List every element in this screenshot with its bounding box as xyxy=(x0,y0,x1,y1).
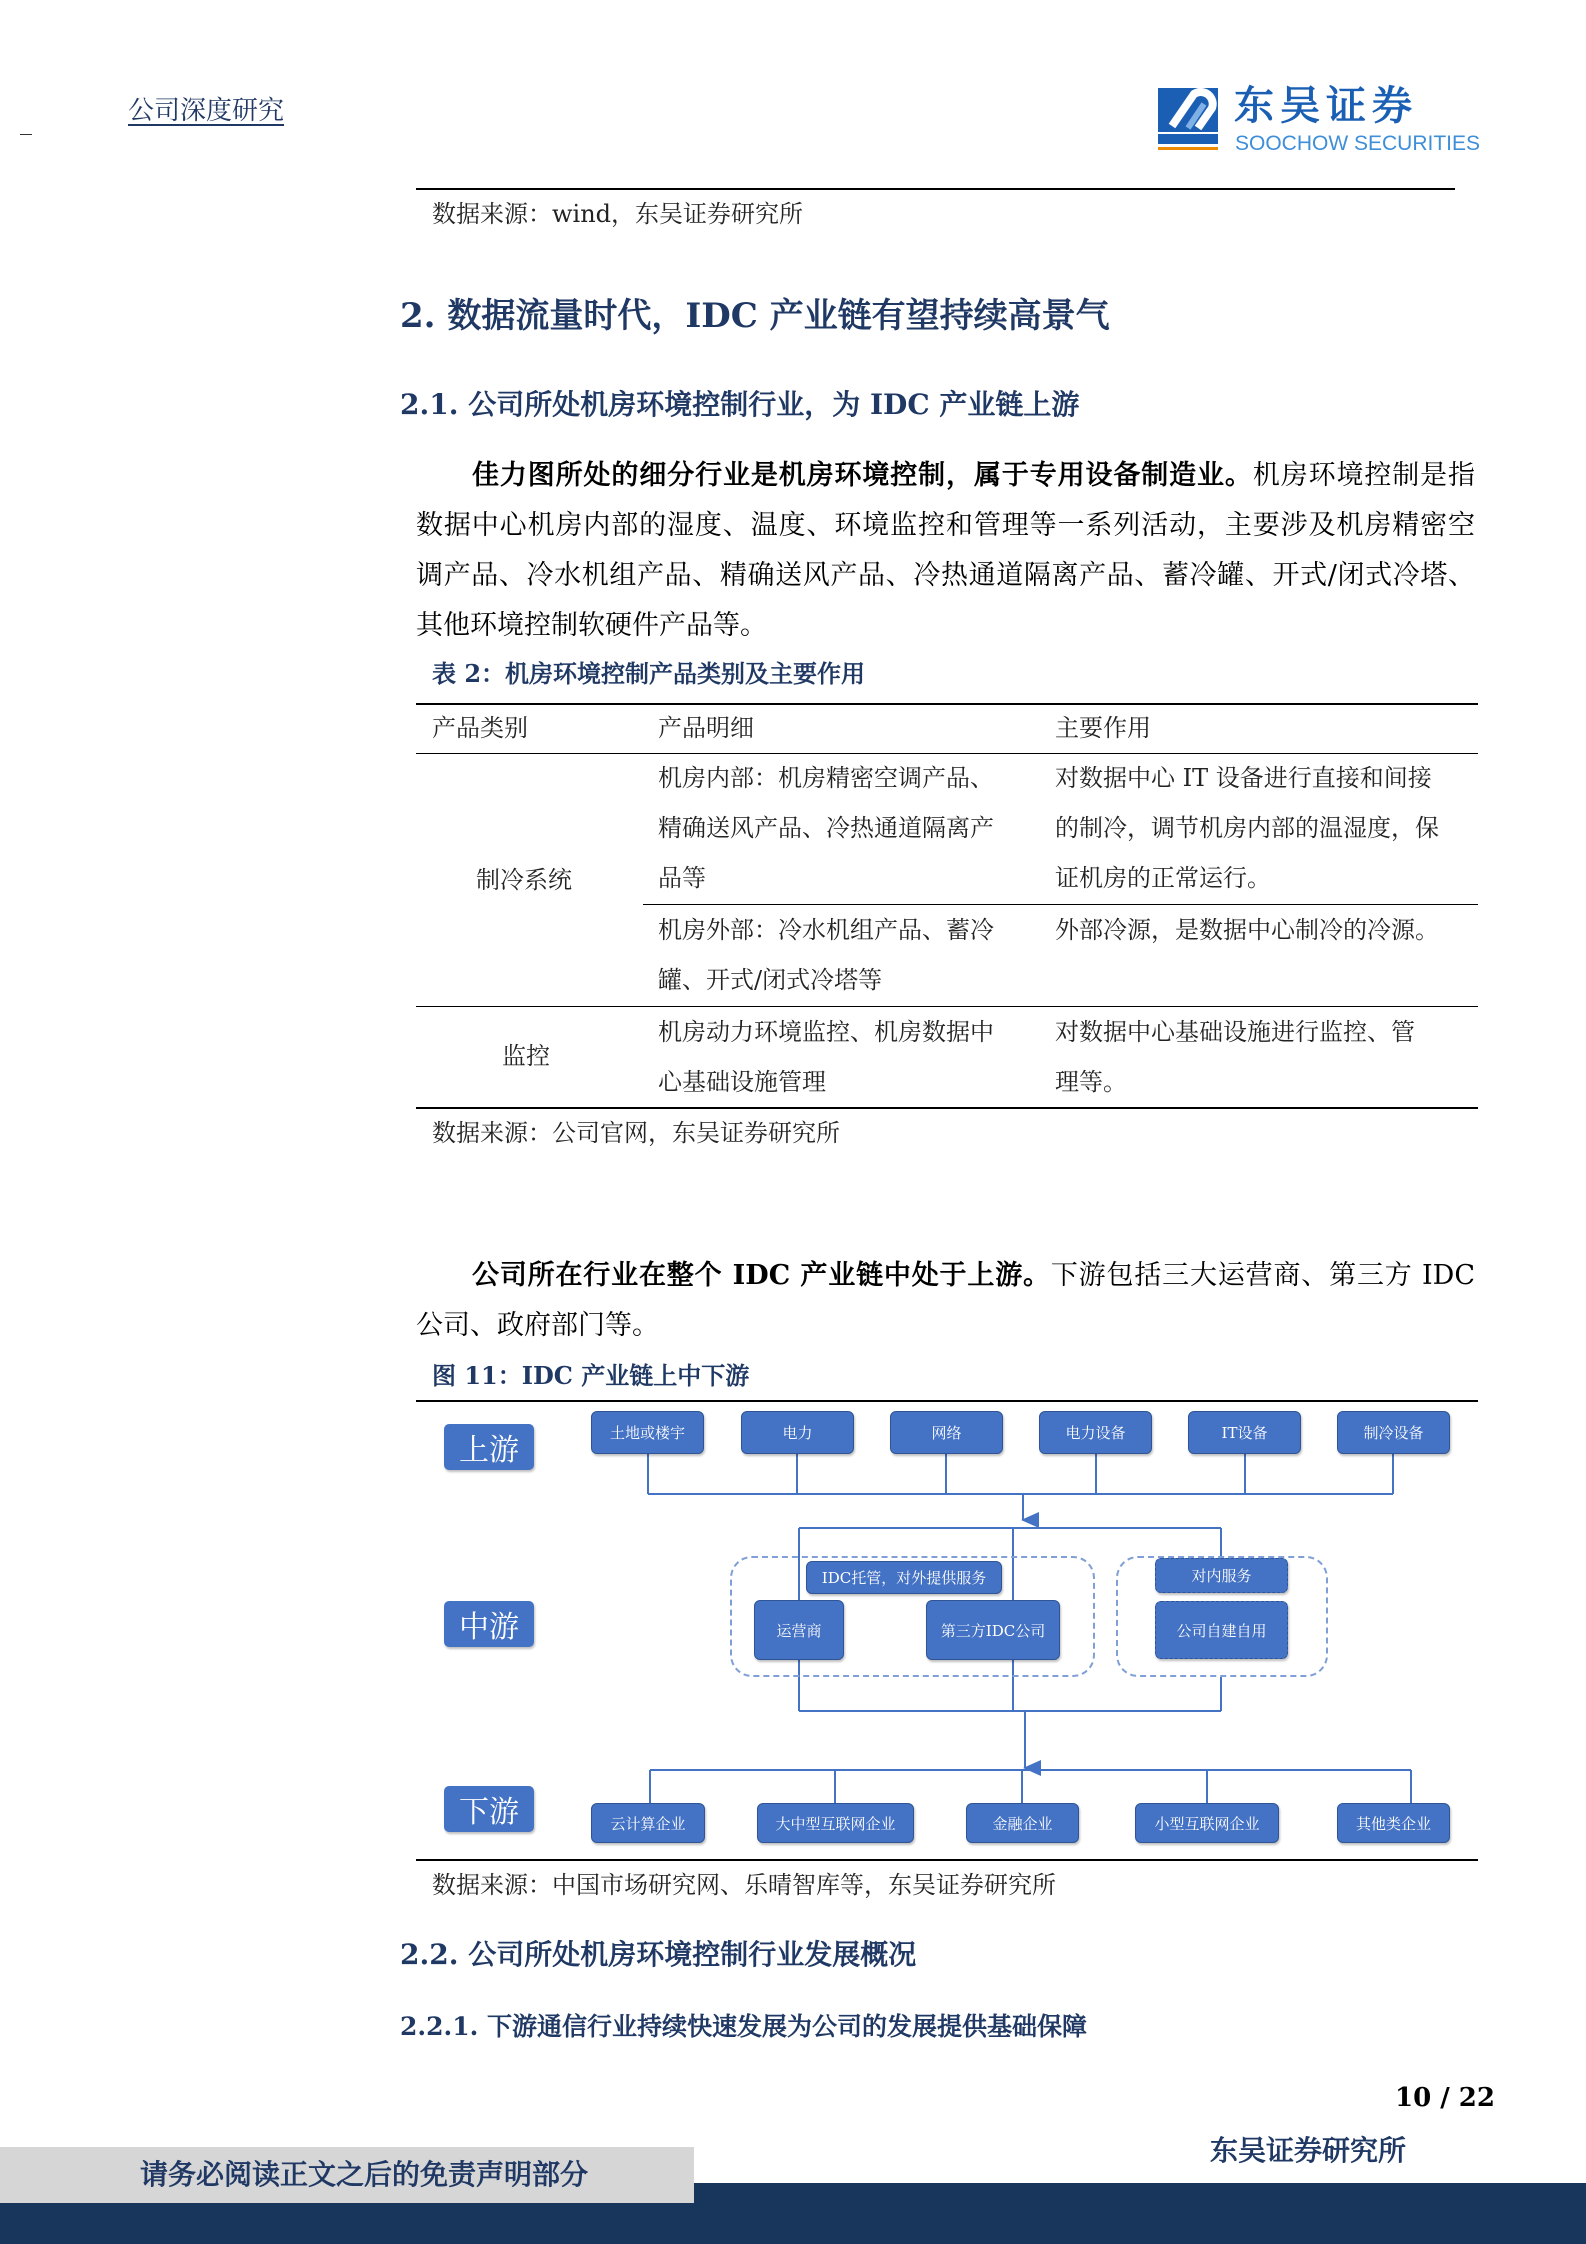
figure-source: 数据来源：中国市场研究网、乐晴智库等，东吴证券研究所 xyxy=(432,1871,1056,1899)
upstream-node: 电力 xyxy=(741,1411,854,1454)
section-heading: 2. 数据流量时代，IDC 产业链有望持续高景气 xyxy=(400,296,1110,336)
upstream-node: IT设备 xyxy=(1188,1411,1301,1454)
table-category: 监控 xyxy=(502,1042,550,1070)
figure-caption: 图 11：IDC 产业链上中下游 xyxy=(432,1361,750,1390)
table-cell: 精确送风产品、冷热通道隔离产 xyxy=(658,814,994,842)
paragraph-line: 公司、政府部门等。 xyxy=(416,1310,659,1341)
table-header: 产品明细 xyxy=(658,714,754,742)
paragraph-bold: 公司所在行业在整个 IDC 产业链中处于上游。 xyxy=(472,1260,1051,1291)
table-source: 数据来源：公司官网，东吴证券研究所 xyxy=(432,1119,840,1147)
subsection-heading: 2.2. 公司所处机房环境控制行业发展概况 xyxy=(400,1938,917,1971)
table-cell: 机房外部：冷水机组产品、蓄冷 xyxy=(658,916,994,944)
footer-institute: 东吴证券研究所 xyxy=(1210,2134,1407,2167)
subsubsection-heading: 2.2.1. 下游通信行业持续快速发展为公司的发展提供基础保障 xyxy=(400,2012,1088,2041)
table-caption: 表 2：机房环境控制产品类别及主要作用 xyxy=(432,659,866,688)
paragraph-line: 数据中心机房内部的湿度、温度、环境监控和管理等一系列活动，主要涉及机房精密空 xyxy=(416,510,1475,541)
disclaimer-link[interactable]: 请务必阅读正文之后的免责声明部分 xyxy=(140,2158,589,2191)
paragraph-bold: 佳力图所处的细分行业是机房环境控制，属于专用设备制造业。 xyxy=(472,460,1253,491)
downstream-node: 金融企业 xyxy=(966,1803,1079,1843)
internal-service-label: 对内服务 xyxy=(1155,1558,1288,1593)
table-cell: 机房动力环境监控、机房数据中 xyxy=(658,1018,994,1046)
upstream-node: 制冷设备 xyxy=(1337,1411,1450,1454)
table-cell: 的制冷，调节机房内部的温湿度，保 xyxy=(1055,814,1439,842)
paragraph-line: 调产品、冷水机组产品、精确送风产品、冷热通道隔离产品、蓄冷罐、开式/闭式冷塔、 xyxy=(416,560,1475,591)
table-category: 制冷系统 xyxy=(476,866,572,894)
table-cell: 证机房的正常运行。 xyxy=(1055,864,1271,892)
stage-upstream: 上游 xyxy=(444,1424,534,1470)
table-header: 产品类别 xyxy=(432,714,528,742)
upstream-node: 土地或楼宇 xyxy=(591,1411,704,1454)
downstream-node: 大中型互联网企业 xyxy=(757,1803,914,1843)
paragraph-line: 其他环境控制软硬件产品等。 xyxy=(416,610,767,641)
page-number: 10 / 22 xyxy=(1395,2083,1495,2113)
table-cell: 品等 xyxy=(658,864,706,892)
upstream-node: 网络 xyxy=(890,1411,1003,1454)
logo-cn: 东吴证券 xyxy=(1234,83,1418,129)
subsection-heading: 2.1. 公司所处机房环境控制行业，为 IDC 产业链上游 xyxy=(400,388,1080,421)
table-cell: 对数据中心 IT 设备进行直接和间接 xyxy=(1055,764,1432,792)
figure-bottom-rule xyxy=(416,1859,1478,1861)
table-cell: 对数据中心基础设施进行监控、管 xyxy=(1055,1018,1415,1046)
downstream-node: 其他类企业 xyxy=(1337,1803,1450,1843)
upstream-node: 电力设备 xyxy=(1039,1411,1152,1454)
self-built-node: 公司自建自用 xyxy=(1155,1601,1288,1659)
stage-midstream: 中游 xyxy=(444,1601,534,1647)
table-cell: 心基础设施管理 xyxy=(658,1068,826,1096)
paragraph-text: 机房环境控制是指 xyxy=(1252,460,1476,491)
operator-node: 运营商 xyxy=(754,1600,844,1660)
logo-en: SOOCHOW SECURITIES xyxy=(1235,132,1481,155)
source-note: 数据来源：wind，东吴证券研究所 xyxy=(432,200,804,228)
section-label: 公司深度研究 xyxy=(128,96,285,126)
paragraph-text: 下游包括三大运营商、第三方 IDC xyxy=(1050,1260,1475,1291)
third-party-idc-node: 第三方IDC公司 xyxy=(926,1600,1060,1660)
downstream-node: 小型互联网企业 xyxy=(1135,1803,1279,1843)
table-cell: 机房内部：机房精密空调产品、 xyxy=(658,764,994,792)
table-header: 主要作用 xyxy=(1055,714,1151,742)
table-cell: 理等。 xyxy=(1055,1068,1127,1096)
external-service-label: IDC托管，对外提供服务 xyxy=(806,1561,1002,1594)
table-cell: 罐、开式/闭式冷塔等 xyxy=(658,966,883,994)
stage-downstream: 下游 xyxy=(444,1786,534,1832)
table-cell: 外部冷源，是数据中心制冷的冷源。 xyxy=(1055,916,1439,944)
downstream-node: 云计算企业 xyxy=(591,1803,705,1843)
